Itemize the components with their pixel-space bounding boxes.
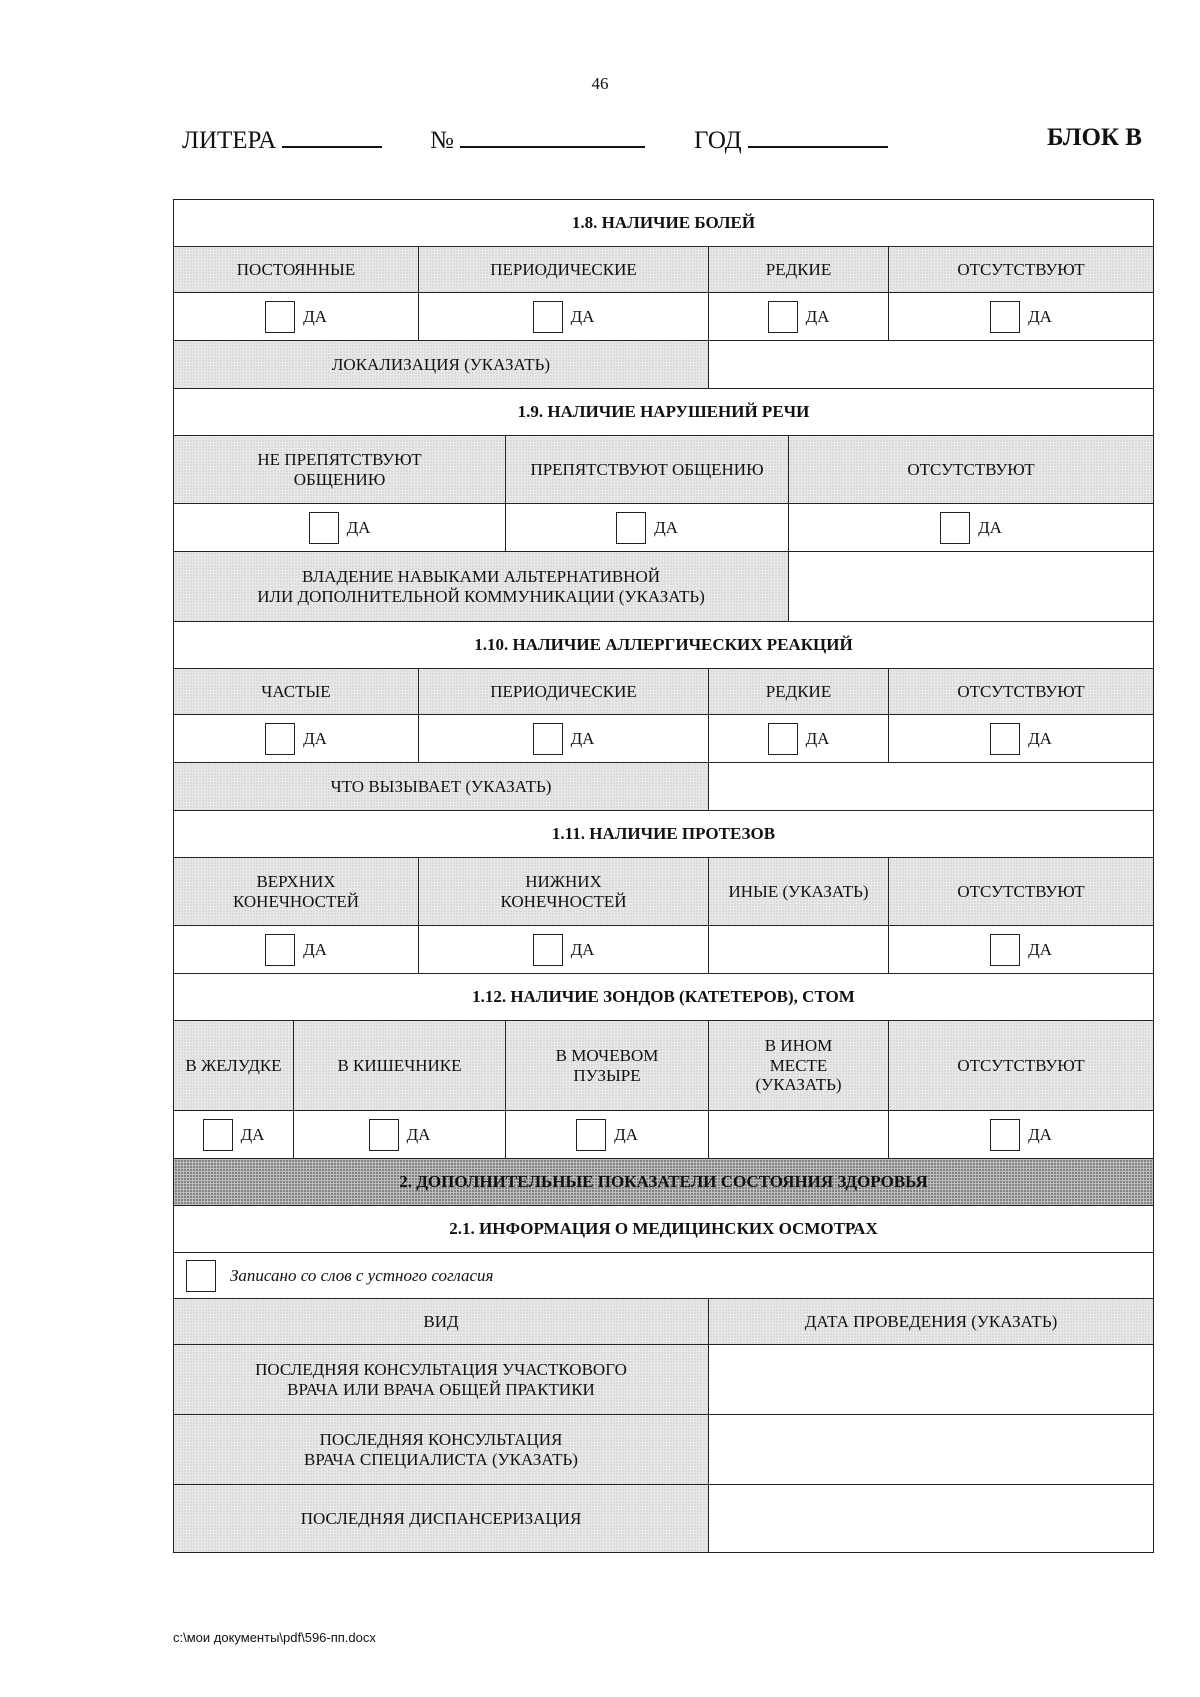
probe-absent-cell [889, 1111, 1154, 1159]
yes-label: ДА [303, 306, 327, 326]
pain-absent-header: ОТСУТСТВУЮТ [889, 247, 1154, 293]
yes-label: ДА [303, 939, 327, 959]
allergy-absent-checkbox[interactable] [990, 723, 1020, 755]
year-label: ГОД [694, 127, 742, 154]
allergy-rare-cell [709, 715, 889, 763]
allergy-periodic-cell [419, 715, 709, 763]
probe-absent-header: ОТСУТСТВУЮТ [889, 1021, 1154, 1111]
allergy-periodic-header: ПЕРИОДИЧЕСКИЕ [419, 669, 709, 715]
speech-hinder-header: ПРЕПЯТСТВУЮТ ОБЩЕНИЮ [506, 436, 789, 504]
pain-periodic-cell [419, 293, 709, 341]
prosthesis-absent-checkbox[interactable] [990, 934, 1020, 966]
consent-row [174, 1253, 1154, 1299]
section-1-11-title: 1.11. НАЛИЧИЕ ПРОТЕЗОВ [174, 811, 1154, 858]
yes-label: ДА [406, 1124, 431, 1144]
pain-absent-checkbox[interactable] [990, 301, 1020, 333]
speech-hinder-cell [506, 504, 789, 552]
probe-bladder-checkbox[interactable] [576, 1119, 606, 1151]
pain-localization-input[interactable] [709, 341, 1154, 389]
probe-bladder-line1: В МОЧЕВОМ [555, 1045, 659, 1065]
speech-hinder-checkbox[interactable] [616, 512, 646, 544]
probe-intestine-header: В КИШЕЧНИКЕ [294, 1021, 506, 1111]
number-label: № [430, 127, 454, 154]
exam-dispensary-label: ПОСЛЕДНЯЯ ДИСПАНСЕРИЗАЦИЯ [174, 1485, 709, 1553]
yes-label: ДА [805, 728, 830, 748]
speech-absent-cell [789, 504, 1154, 552]
footer-file-path: c:\мои документы\pdf\596-пп.docx [173, 1630, 376, 1645]
probe-other-line3: (УКАЗАТЬ) [755, 1075, 842, 1095]
section-2-1-title: 2.1. ИНФОРМАЦИЯ О МЕДИЦИНСКИХ ОСМОТРАХ [174, 1206, 1154, 1253]
prosthesis-other-input[interactable] [709, 926, 889, 974]
pain-localization-label: ЛОКАЛИЗАЦИЯ (УКАЗАТЬ) [174, 341, 709, 389]
pain-rare-checkbox[interactable] [768, 301, 798, 333]
year-input[interactable] [748, 124, 888, 148]
allergy-rare-header: РЕДКИЕ [709, 669, 889, 715]
section-1-10-title: 1.10. НАЛИЧИЕ АЛЛЕРГИЧЕСКИХ РЕАКЦИЙ [174, 622, 1154, 669]
communication-skills-input[interactable] [789, 552, 1154, 622]
allergy-absent-header: ОТСУТСТВУЮТ [889, 669, 1154, 715]
pain-absent-cell [889, 293, 1154, 341]
litera-label: ЛИТЕРА [182, 127, 277, 154]
probe-stomach-cell [174, 1111, 294, 1159]
number-input[interactable] [460, 124, 645, 148]
pain-constant-cell [174, 293, 419, 341]
exam-date-header: ДАТА ПРОВЕДЕНИЯ (УКАЗАТЬ) [709, 1299, 1154, 1345]
probe-bladder-cell [506, 1111, 709, 1159]
yes-label: ДА [1028, 306, 1052, 326]
allergy-frequent-header: ЧАСТЫЕ [174, 669, 419, 715]
allergy-cause-input[interactable] [709, 763, 1154, 811]
speech-absent-header: ОТСУТСТВУЮТ [789, 436, 1154, 504]
section-1-12-title: 1.12. НАЛИЧИЕ ЗОНДОВ (КАТЕТЕРОВ), СТОМ [174, 974, 1154, 1021]
exam-specialist-line2: ВРАЧА СПЕЦИАЛИСТА (УКАЗАТЬ) [304, 1449, 578, 1469]
yes-label: ДА [1028, 939, 1052, 959]
probe-stomach-checkbox[interactable] [203, 1119, 233, 1151]
pain-constant-checkbox[interactable] [265, 301, 295, 333]
prosthesis-lower-header [419, 858, 709, 926]
probe-intestine-cell [294, 1111, 506, 1159]
prosthesis-upper-header [174, 858, 419, 926]
section-1-8-title: 1.8. НАЛИЧИЕ БОЛЕЙ [174, 200, 1154, 247]
prosthesis-lower-cell [419, 926, 709, 974]
yes-label: ДА [614, 1124, 638, 1144]
litera-input[interactable] [282, 124, 382, 148]
speech-not-hinder-cell [174, 504, 506, 552]
litera-field [182, 124, 382, 155]
yes-label: ДА [978, 517, 1002, 537]
page-number: 46 [591, 74, 609, 93]
exam-specialist-date-input[interactable] [709, 1415, 1154, 1485]
pain-rare-header: РЕДКИЕ [709, 247, 889, 293]
probe-bladder-header [506, 1021, 709, 1111]
communication-skills-line2: ИЛИ ДОПОЛНИТЕЛЬНОЙ КОММУНИКАЦИИ (УКАЗАТЬ) [257, 586, 705, 606]
allergy-rare-checkbox[interactable] [768, 723, 798, 755]
exam-specialist-line1: ПОСЛЕДНЯЯ КОНСУЛЬТАЦИЯ [319, 1429, 563, 1449]
probe-absent-checkbox[interactable] [990, 1119, 1020, 1151]
yes-label: ДА [303, 728, 327, 748]
probe-other-line1: В ИНОМ [764, 1036, 833, 1056]
speech-absent-checkbox[interactable] [940, 512, 970, 544]
communication-skills-label [174, 552, 789, 622]
prosthesis-upper-checkbox[interactable] [265, 934, 295, 966]
exam-gp-date-input[interactable] [709, 1345, 1154, 1415]
probe-other-line2: МЕСТЕ [769, 1055, 828, 1075]
exam-gp-line1: ПОСЛЕДНЯЯ КОНСУЛЬТАЦИЯ УЧАСТКОВОГО [255, 1359, 627, 1379]
speech-not-hinder-checkbox[interactable] [309, 512, 339, 544]
prosthesis-lower-line2: КОНЕЧНОСТЕЙ [500, 891, 627, 911]
block-label: БЛОК В [1046, 124, 1142, 151]
pain-periodic-checkbox[interactable] [533, 301, 563, 333]
yes-label: ДА [240, 1124, 265, 1144]
exam-specialist-label [174, 1415, 709, 1485]
allergy-frequent-cell [174, 715, 419, 763]
yes-label: ДА [570, 306, 595, 326]
exam-gp-line2: ВРАЧА ИЛИ ВРАЧА ОБЩЕЙ ПРАКТИКИ [287, 1379, 595, 1399]
consent-label: Записано со слов с устного согласия [230, 1265, 494, 1285]
pain-rare-cell [709, 293, 889, 341]
section-2-title: 2. ДОПОЛНИТЕЛЬНЫЕ ПОКАЗАТЕЛИ СОСТОЯНИЯ ЗДОРОВЬЯ [174, 1159, 1154, 1206]
prosthesis-upper-line2: КОНЕЧНОСТЕЙ [232, 891, 360, 911]
prosthesis-upper-cell [174, 926, 419, 974]
prosthesis-lower-line1: НИЖНИХ [525, 871, 602, 891]
yes-label: ДА [805, 306, 830, 326]
communication-skills-line1: ВЛАДЕНИЕ НАВЫКАМИ АЛЬТЕРНАТИВНОЙ [301, 566, 661, 586]
speech-not-hinder-line2: ОБЩЕНИЮ [293, 469, 386, 489]
probe-stomach-header: В ЖЕЛУДКЕ [174, 1021, 294, 1111]
speech-not-hinder-line1: НЕ ПРЕПЯТСТВУЮТ [257, 449, 422, 469]
probe-intestine-checkbox[interactable] [369, 1119, 399, 1151]
pain-periodic-header: ПЕРИОДИЧЕСКИЕ [419, 247, 709, 293]
prosthesis-lower-checkbox[interactable] [533, 934, 563, 966]
speech-not-hinder-header [174, 436, 506, 504]
exam-type-header: ВИД [174, 1299, 709, 1345]
probe-other-header [709, 1021, 889, 1111]
yes-label: ДА [1028, 1124, 1052, 1144]
yes-label: ДА [1028, 728, 1052, 748]
consent-checkbox[interactable] [186, 1260, 216, 1292]
exam-dispensary-date-input[interactable] [709, 1485, 1154, 1553]
yes-label: ДА [570, 728, 595, 748]
probe-other-input[interactable] [709, 1111, 889, 1159]
prosthesis-other-header: ИНЫЕ (УКАЗАТЬ) [709, 858, 889, 926]
prosthesis-absent-header: ОТСУТСТВУЮТ [889, 858, 1154, 926]
health-form-table [173, 199, 1154, 1553]
allergy-absent-cell [889, 715, 1154, 763]
yes-label: ДА [346, 517, 371, 537]
prosthesis-upper-line1: ВЕРХНИХ [256, 871, 336, 891]
section-1-9-title: 1.9. НАЛИЧИЕ НАРУШЕНИЙ РЕЧИ [174, 389, 1154, 436]
yes-label: ДА [654, 517, 678, 537]
form-header [182, 124, 1142, 160]
yes-label: ДА [570, 939, 595, 959]
year-field [694, 124, 888, 155]
probe-bladder-line2: ПУЗЫРЕ [573, 1065, 641, 1085]
exam-gp-label [174, 1345, 709, 1415]
allergy-frequent-checkbox[interactable] [265, 723, 295, 755]
allergy-periodic-checkbox[interactable] [533, 723, 563, 755]
number-field [430, 124, 645, 155]
prosthesis-absent-cell [889, 926, 1154, 974]
pain-constant-header: ПОСТОЯННЫЕ [174, 247, 419, 293]
allergy-cause-label: ЧТО ВЫЗЫВАЕТ (УКАЗАТЬ) [174, 763, 709, 811]
